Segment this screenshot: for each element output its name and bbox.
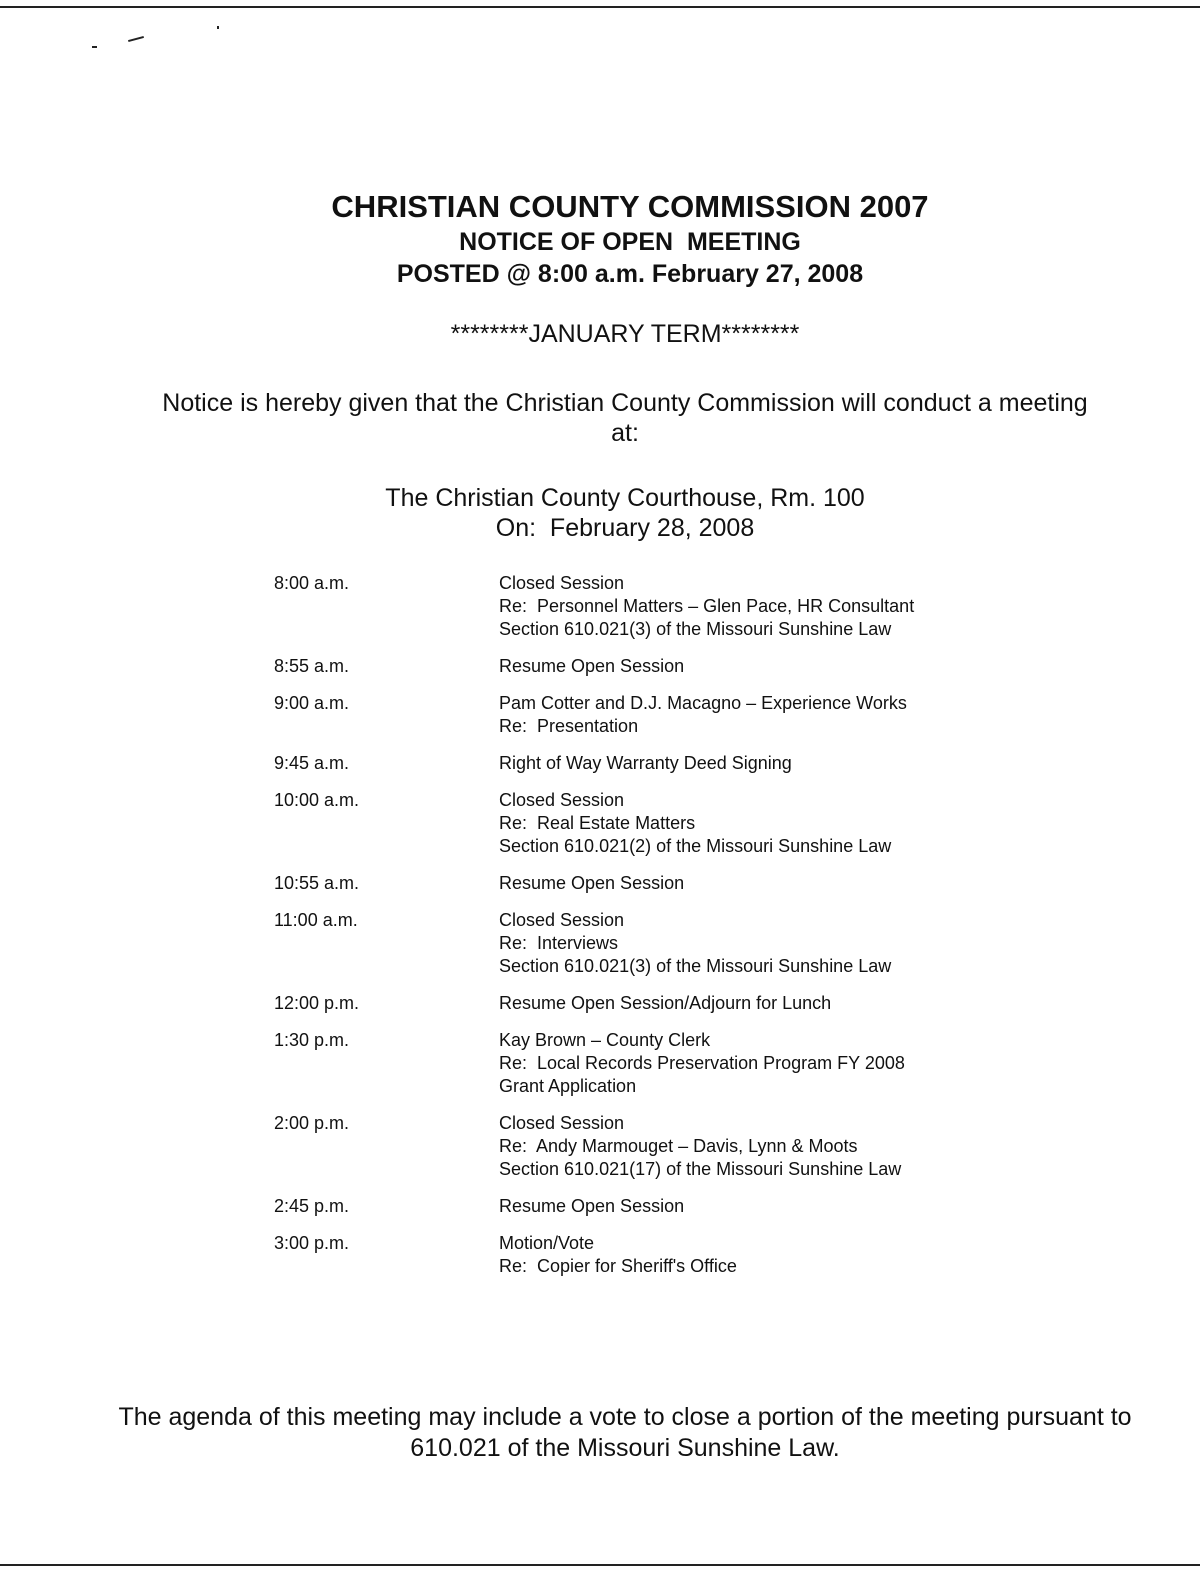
agenda-line: Resume Open Session <box>499 1196 685 1216</box>
agenda-line: Resume Open Session <box>499 656 685 676</box>
agenda-item <box>262 1195 1022 1218</box>
agenda-line: Kay Brown – County Clerk <box>499 1030 711 1050</box>
posted-line: POSTED @ 8:00 a.m. February 27, 2008 <box>396 260 864 288</box>
agenda-item <box>262 872 1022 895</box>
meeting-location <box>0 483 1200 543</box>
agenda-time: 9:45 a.m. <box>274 753 350 773</box>
notice-type: NOTICE OF OPEN MEETING <box>459 228 801 256</box>
agenda-time: 8:00 a.m. <box>274 573 350 593</box>
agenda-line: Re: Real Estate Matters <box>499 813 696 833</box>
agenda-line: Right of Way Warranty Deed Signing <box>499 753 792 773</box>
agenda-line: Section 610.021(3) of the Missouri Sunshine Law <box>499 956 892 976</box>
term-line: ********JANUARY TERM******** <box>450 320 800 348</box>
location-place: The Christian County Courthouse, Rm. 100 <box>385 484 865 512</box>
agenda-time: 10:00 a.m. <box>274 790 360 810</box>
agenda-time: 3:00 p.m. <box>274 1233 350 1253</box>
agenda-line: Closed Session <box>499 573 625 593</box>
agenda-line: Re: Copier for Sheriff's Office <box>499 1256 737 1276</box>
agenda-time: 1:30 p.m. <box>274 1030 350 1050</box>
agenda-time: 10:55 a.m. <box>274 873 360 893</box>
agenda-item <box>262 992 1022 1015</box>
document-title: CHRISTIAN COUNTY COMMISSION 2007 <box>331 189 929 224</box>
agenda-line: Re: Local Records Preservation Program FY 2008 <box>499 1053 905 1073</box>
agenda-description <box>499 789 1022 858</box>
agenda-list <box>262 572 1022 1292</box>
footer-note: The agenda of this meeting may include a vote to close a portion of the meeting pursuant to 610.021 of the Missouri Sunshine Law. <box>118 1403 1132 1462</box>
scan-speck <box>217 26 219 29</box>
agenda-description <box>499 692 1022 738</box>
agenda-line: Closed Session <box>499 1113 625 1133</box>
document-header <box>0 188 1200 290</box>
agenda-line: Motion/Vote <box>499 1233 595 1253</box>
agenda-item <box>262 655 1022 678</box>
location-date: On: February 28, 2008 <box>495 514 755 542</box>
agenda-item <box>262 1029 1022 1098</box>
agenda-time: 12:00 p.m. <box>274 993 360 1013</box>
scan-speck <box>92 46 97 48</box>
agenda-description <box>499 992 1022 1015</box>
agenda-item <box>262 752 1022 775</box>
agenda-description <box>499 1232 1022 1278</box>
agenda-description <box>499 872 1022 895</box>
agenda-line: Pam Cotter and D.J. Macagno – Experience Works <box>499 693 907 713</box>
agenda-line: Resume Open Session/Adjourn for Lunch <box>499 993 832 1013</box>
agenda-description <box>499 1029 1022 1098</box>
agenda-time: 8:55 a.m. <box>274 656 350 676</box>
agenda-description <box>499 1195 1022 1218</box>
agenda-time: 11:00 a.m. <box>274 910 358 930</box>
agenda-line: Closed Session <box>499 790 625 810</box>
scan-speck <box>128 36 144 42</box>
agenda-line: Resume Open Session <box>499 873 685 893</box>
agenda-item <box>262 789 1022 858</box>
agenda-description <box>499 572 1022 641</box>
agenda-line: Grant Application <box>499 1076 637 1096</box>
agenda-description <box>499 1112 1022 1181</box>
scan-edge-top <box>0 6 1200 8</box>
agenda-line: Closed Session <box>499 910 625 930</box>
agenda-description <box>499 909 1022 978</box>
agenda-line: Re: Presentation <box>499 716 639 736</box>
scan-edge-bottom <box>0 1564 1200 1566</box>
agenda-item <box>262 1112 1022 1181</box>
agenda-line: Re: Personnel Matters – Glen Pace, HR Consultant <box>499 596 915 616</box>
agenda-item <box>262 1232 1022 1278</box>
notice-text: Notice is hereby given that the Christian County Commission will conduct a meeting at: <box>162 389 1088 447</box>
agenda-line: Section 610.021(17) of the Missouri Sunshine Law <box>499 1159 902 1179</box>
agenda-item <box>262 572 1022 641</box>
agenda-line: Re: Andy Marmouget – Davis, Lynn & Moots <box>499 1136 858 1156</box>
agenda-time: 2:45 p.m. <box>274 1196 350 1216</box>
agenda-item <box>262 692 1022 738</box>
agenda-time: 2:00 p.m. <box>274 1113 350 1133</box>
agenda-description <box>499 752 1022 775</box>
agenda-description <box>499 655 1022 678</box>
agenda-line: Section 610.021(3) of the Missouri Sunshine Law <box>499 619 892 639</box>
agenda-time: 9:00 a.m. <box>274 693 350 713</box>
agenda-item <box>262 909 1022 978</box>
agenda-line: Re: Interviews <box>499 933 619 953</box>
agenda-line: Section 610.021(2) of the Missouri Sunshine Law <box>499 836 892 856</box>
